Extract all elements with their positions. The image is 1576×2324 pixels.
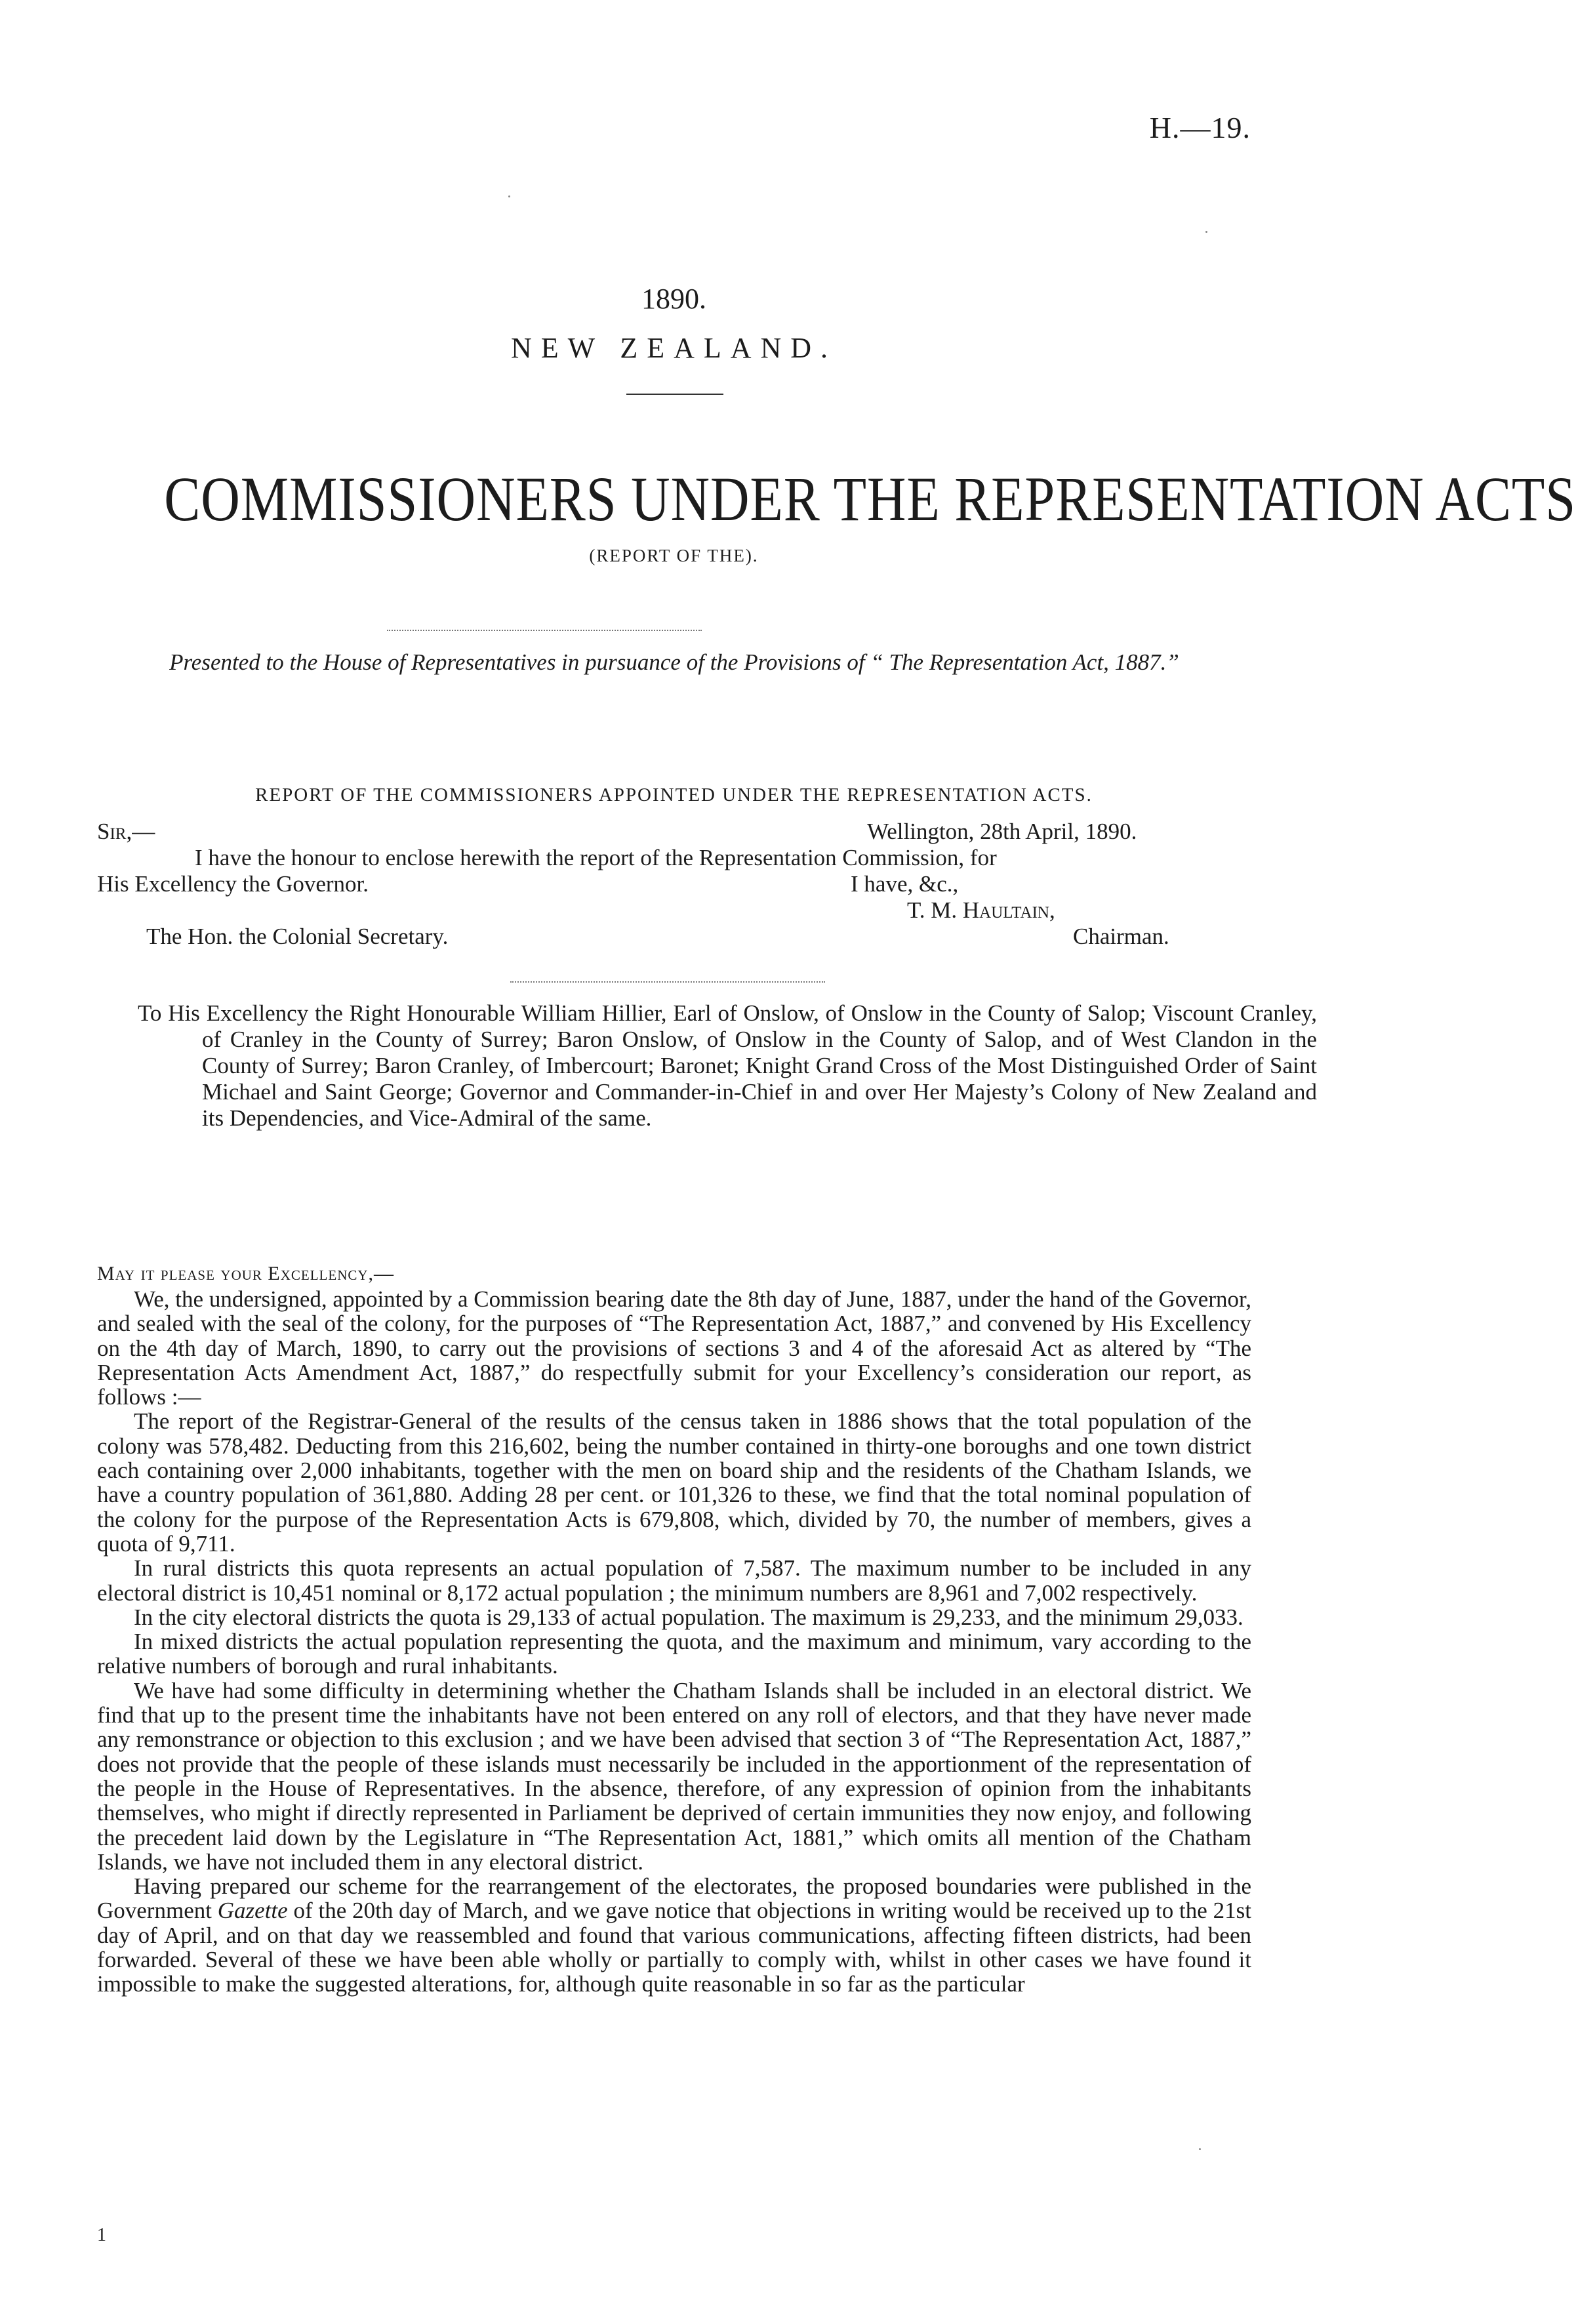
boundaries-text-start: Having prepared our scheme for the rearrangement of the electorates, the proposed boundaries were published in the Government	[97, 1873, 1251, 1924]
paper-speck	[1199, 2148, 1201, 2150]
paragraph-census: The report of the Registrar-General of the results of the census taken in 1886 shows that the total population of the colony was 578,482. Deducting from this 216,602, being the number contained in thirty-one boroughs and one town district each containing over 2,000 inhabitants, together with the men on board ship and the residents of the Chatham Islands, we have a country population of 361,880. Adding 28 per cent. or 101,326 to these, we find that the total nominal population of the colony for the purpose of the Representation Acts is 679,808, which, divided by 70, the number of members, gives a quota of 9,711.	[97, 1408, 1251, 1557]
report-address: To His Excellency the Right Honourable William Hillier, Earl of Onslow, of Onslow in the County of Salop; Viscount Cranley, of Cranley in the County of Surrey; Baron Onslow, of Onslow in the County of Salop, and of West Clandon in the County of Surrey; Baron Cranley, of Imbercourt; Baronet; Knight Grand Cross of the Most Distinguished Order of Saint Michael and Saint George; Governor and Commander-in-Chief in and over Her Majesty’s Colony of New Zealand and its Dependencies, and Vice-Admiral of the same.	[138, 1000, 1317, 1131]
document-country: NEW ZEALAND.	[510, 332, 838, 364]
letter-signatory: T. M. Haultain,	[907, 897, 1055, 923]
gazette-italic: Gazette	[217, 1898, 288, 1924]
report-salute: May it please your Excellency,—	[97, 1263, 395, 1284]
report-heading: REPORT OF THE COMMISSIONERS APPOINTED UNDER THE REPRESENTATION ACTS.	[255, 785, 1093, 805]
paper-speck	[508, 195, 510, 197]
paragraph-chatham-islands: We have had some difficulty in determining whether the Chatham Islands shall be included in an electoral district. We find that up to the present time the inhabitants have not been entered on any roll of electors, and that they have never made any remonstrance or objection to this exclusion ; and we have been advised that section 3 of “The Representation Act, 1887,” does not provide that the people of these islands must necessarily be included in the apportionment of the representation of the people in the House of Representatives. In the absence, therefore, of any expression of opinion from the inhabitants themselves, who might if directly represented in Parliament be deprived of certain immunities they now enjoy, and following the precedent laid down by the Legislature in “The Representation Act, 1881,” which omits all mention of the Chatham Islands, we have not included them in any electoral district.	[97, 1677, 1251, 1875]
page-reference: H.—19.	[1149, 111, 1251, 144]
dotted-rule	[387, 630, 702, 631]
paragraph-rural-districts: In rural districts this quota represents an actual population of 7,587. The maximum number to be included in any electoral district is 10,451 nominal or 8,172 actual population ; the minimum numbers are 8,961 and 7,002 respectively.	[97, 1555, 1251, 1606]
paragraph-commission: We, the undersigned, appointed by a Commission bearing date the 8th day of June, 1887, under the hand of the Governor, and sealed with the seal of the colony, for the purposes of “The Representation Act, 1887,” and convened by His Excellency on the 4th day of March, 1890, to carry out the provisions of sections 3 and 4 of the aforesaid Act as altered by “The Representation Acts Amendment Act, 1887,” do respectfully submit for your Excellency’s consideration our report, as follows :—	[97, 1286, 1251, 1410]
boundaries-text-end: of the 20th day of March, and we gave notice that objections in writing would be received up to the 21st day of April, and on that day we reassembled and found that various communications, affecting fifteen districts, had been forwarded. Several of these we have been able wholly or partially to comply with, whilst in other cases we have found it impossible to make the suggested alterations, for, although quite reasonable in so far as the particular	[97, 1898, 1251, 1997]
letter-body-line-2: His Excellency the Governor.	[97, 871, 369, 897]
paragraph-city-districts: In the city electoral districts the quota is 29,133 of actual population. The maximum is 29,233, and the minimum 29,033.	[134, 1604, 1243, 1630]
letter-body-line-1: I have the honour to enclose herewith the report of the Representation Commission, for	[195, 845, 997, 870]
document-year: 1890.	[641, 283, 706, 315]
dotted-rule	[510, 981, 825, 983]
letter-closing: I have, &c.,	[851, 871, 959, 897]
letter-signatory-title: Chairman.	[1073, 924, 1169, 949]
letter-addressee: The Hon. the Colonial Secretary.	[146, 924, 449, 949]
paper-speck	[1205, 231, 1207, 233]
document-subtitle: (REPORT OF THE).	[589, 546, 759, 565]
paragraph-boundaries	[97, 1874, 1251, 1996]
presented-note: Presented to the House of Representatives in pursuance of the Provisions of “ The Representation Act, 1887.”	[169, 649, 1179, 675]
document-title: COMMISSIONERS UNDER THE REPRESENTATION ACTS	[164, 464, 1576, 534]
page-number: 1	[97, 2225, 106, 2245]
short-rule	[626, 394, 723, 395]
letter-salutation: Sir,—	[97, 819, 155, 844]
report-body	[97, 1287, 1251, 1997]
paragraph-mixed-districts: In mixed districts the actual population representing the quota, and the maximum and minimum, vary according to the relative numbers of borough and rural inhabitants.	[97, 1629, 1251, 1679]
letter-place-date: Wellington, 28th April, 1890.	[867, 819, 1137, 844]
